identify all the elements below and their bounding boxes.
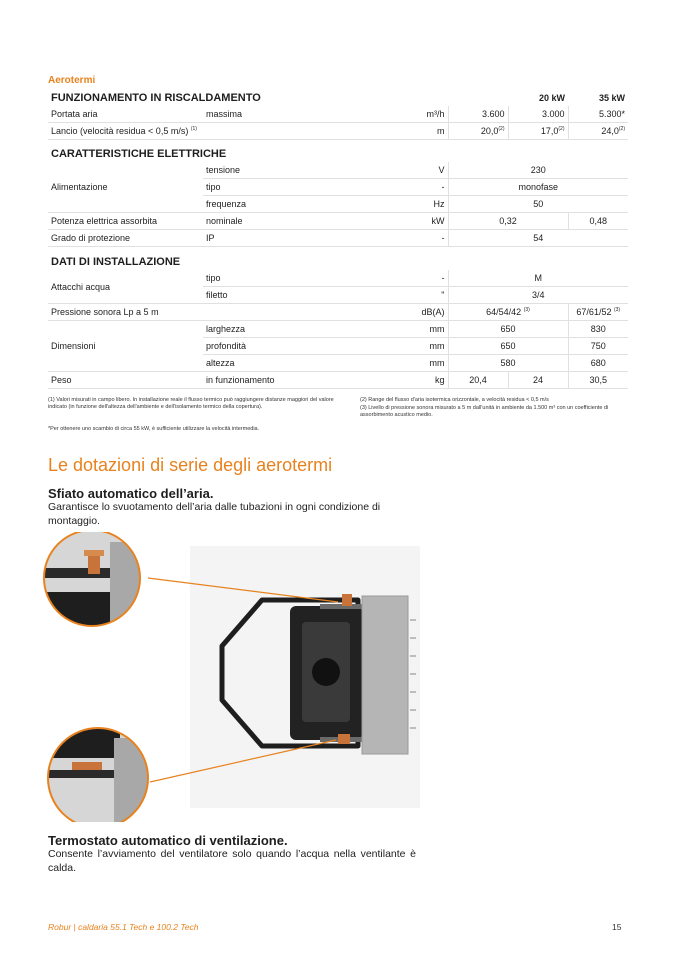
row-value: 0,48 [568,213,628,230]
table-row [48,321,628,338]
row-value: 24 [508,372,568,389]
row-value: 3/4 [448,287,628,304]
fan-hub [312,658,340,686]
row-sub: in funzionamento [203,372,328,389]
row-sub: IP [203,230,328,247]
heating-table [48,90,628,140]
row-value: 650 [448,338,568,355]
feature2-text: Consente l’avviamento del ventilatore solo quando l’acqua nella ventilante è calda. [48,848,416,875]
row-label: Attacchi acqua [48,270,203,304]
row-label: Grado di protezione [48,230,203,247]
row-unit: mm [328,355,448,372]
row-sub: tensione [203,162,328,179]
section-kicker: Aerotermi [48,75,96,86]
table-row [48,372,628,389]
row-unit: mm [328,338,448,355]
row-label: Portata aria [48,106,203,123]
row-value: 50 [448,196,628,213]
row-unit: kW [328,213,448,230]
thermostat-valve [338,734,350,744]
table-row [48,304,628,321]
feature1-text: Garantisce lo svuotamento dell’aria dalle tubazioni in ogni condizione di montaggio. [48,501,381,528]
table-row [48,270,628,287]
row-value: 30,5 [568,372,628,389]
row-value: 680 [568,355,628,372]
row-value: 20,4 [448,372,508,389]
row-unit: - [328,270,448,287]
row-value: 830 [568,321,628,338]
section-title: Le dotazioni di serie degli aerotermi [48,455,333,475]
row-label: Dimensioni [48,321,203,372]
row-sub: altezza [203,355,328,372]
row-value: 17,0$^{(2)}$ [508,123,568,140]
electrical-title: CARATTERISTICHE ELETTRICHE [51,148,227,160]
row-unit: kg [328,372,448,389]
row-unit: " [328,287,448,304]
row-value: 3.000 [508,106,568,123]
row-label: Potenza elettrica assorbita [48,213,203,230]
table-row [48,230,628,247]
row-value: monofase [448,179,628,196]
row-sub: nominale [203,213,328,230]
install-table [48,254,628,389]
row-value: 67/61/52 $^{(3)}$ [568,304,628,321]
row-sub: tipo [203,179,328,196]
feature2-title: Termostato automatico di ventilazione. [48,833,288,848]
row-sub: larghezza [203,321,328,338]
row-value: 5.300* [568,106,628,123]
feature1-title: Sfiato automatico dell’aria. [48,486,214,501]
footnote-star: *Per ottenere uno scambio di circa 55 kW, è sufficiente utilizzare la velocità intermedia. [48,426,260,432]
install-title: DATI DI INSTALLAZIONE [51,256,181,268]
row-value: 230 [448,162,628,179]
row-value: M [448,270,628,287]
table-row [48,123,628,140]
row-sub: filetto [203,287,328,304]
zoom-detail-top [40,532,150,632]
row-unit: m³/h [328,106,448,123]
footer-brand: Robur | caldaria 55.1 Tech e 100.2 Tech [48,922,199,932]
row-label: Lancio (velocità residua < 0,5 m/s) $^{(1)}$ [48,123,203,140]
row-value: 64/54/42 $^{(3)}$ [448,304,568,321]
row-value: 20,0$^{(2)}$ [448,123,508,140]
row-value: 650 [448,321,568,338]
row-unit: - [328,179,448,196]
row-label: Peso [48,372,203,389]
model-35kw: 35 kW [598,93,625,103]
row-sub: profondità [203,338,328,355]
row-sub: frequenza [203,196,328,213]
row-label: Pressione sonora Lp a 5 m [48,304,203,321]
page-number: 15 [612,922,622,932]
row-value: 750 [568,338,628,355]
footnote-3: (3) Livello di pressione sonora misurato a 5 m dall'unità in ambiente da 1.500 m³ con un coefficiente di assorbimento acustico medio. [360,405,609,418]
row-value: 580 [448,355,568,372]
row-sub [203,123,328,140]
row-unit: V [328,162,448,179]
electrical-table [48,146,628,247]
row-unit: - [328,230,448,247]
zoom-detail-bottom [40,728,150,822]
row-unit: Hz [328,196,448,213]
footnote-2: (2) Range del flusso d'aria isotermica orizzontale, a velocità residua < 0,5 m/s [360,397,549,403]
table-row [48,162,628,179]
row-value: 3.600 [448,106,508,123]
table-row [48,106,628,123]
table-row [48,213,628,230]
insulation-block [362,596,408,754]
model-20kw: 20 kW [538,93,565,103]
row-value: 54 [448,230,628,247]
air-vent-valve [342,594,352,606]
row-unit: mm [328,321,448,338]
row-unit: dB(A) [328,304,448,321]
row-sub: massima [203,106,328,123]
aerotherm-illustration [40,532,440,822]
row-unit: m [328,123,448,140]
footnote-1: (1) Valori misurati in campo libero. In installazione reale il flusso termico può raggiungere distanze maggiori del valore indicato (in funzione dell'altezza dell'ambiente e dell'isolamento termico della copertura). [48,397,334,410]
heating-title: FUNZIONAMENTO IN RISCALDAMENTO [51,92,261,104]
row-value: 24,0$^{(2)}$ [568,123,628,140]
row-label: Alimentazione [48,162,203,213]
row-sub: tipo [203,270,328,287]
row-value: 0,32 [448,213,568,230]
